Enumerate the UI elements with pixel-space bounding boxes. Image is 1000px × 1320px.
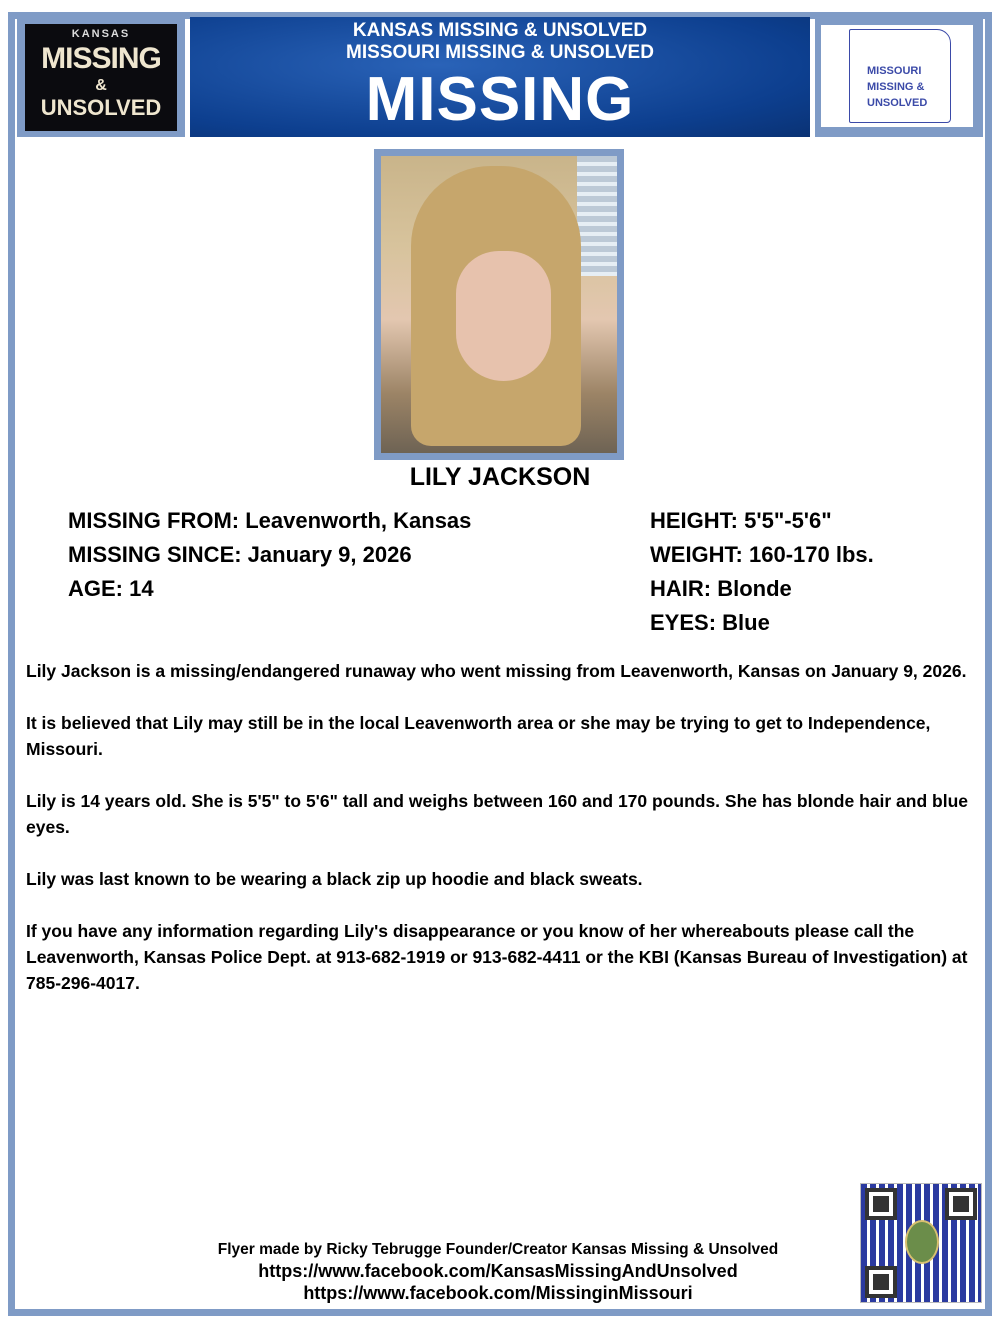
header-banner <box>190 17 810 137</box>
footer <box>150 1240 846 1304</box>
person-name: LILY JACKSON <box>409 463 591 491</box>
logo-text: & <box>95 77 107 94</box>
missing-since: MISSING SINCE: January 9, 2026 <box>68 542 412 567</box>
paragraph: Lily Jackson is a missing/endangered runaway who went missing from Leavenworth, Kansas on January 9, 2026. <box>26 661 967 681</box>
logo-text: MISSING & <box>867 81 925 93</box>
logo-text: MISSOURI <box>867 65 922 77</box>
height: HEIGHT: 5'5"-5'6" <box>650 508 832 533</box>
details-left <box>68 504 471 606</box>
missouri-logo-frame <box>815 17 983 137</box>
missing-person-photo <box>374 149 624 460</box>
banner-line-2: MISSOURI MISSING & UNSOLVED <box>346 42 654 63</box>
details-right <box>650 504 874 640</box>
missouri-missing-unsolved-logo <box>821 25 973 127</box>
qr-code[interactable] <box>860 1183 982 1303</box>
banner-line-1: KANSAS MISSING & UNSOLVED <box>352 20 648 41</box>
paragraph: Lily was last known to be wearing a black zip up hoodie and black sweats. <box>26 869 643 889</box>
paragraph: It is believed that Lily may still be in the local Leavenworth area or she may be trying to get to Independence, Missouri. <box>26 713 931 759</box>
kansas-logo-frame <box>17 17 185 137</box>
kansas-missing-unsolved-logo <box>25 24 177 131</box>
eyes: EYES: Blue <box>650 610 770 635</box>
paragraph: Lily is 14 years old. She is 5'5" to 5'6" tall and weighs between 160 and 170 pounds. She has blonde hair and blue eyes. <box>26 791 969 837</box>
paragraph: If you have any information regarding Lily's disappearance or you know of her whereabouts please call the Leavenworth, Kansas Police Dept. at 913-682-1919 or 913-682-4411 or the KBI (Kansas Bureau of Investigation) at 785-296-4017. <box>26 921 968 993</box>
logo-text: UNSOLVED <box>40 95 162 120</box>
logo-text: UNSOLVED <box>867 97 928 109</box>
logo-text: KANSAS <box>71 28 131 40</box>
missing-from: MISSING FROM: Leavenworth, Kansas <box>68 508 472 533</box>
weight: WEIGHT: 160-170 lbs. <box>650 542 874 567</box>
description <box>26 658 976 1022</box>
kansas-seal-icon <box>905 1220 939 1264</box>
facebook-link-missouri[interactable]: https://www.facebook.com/MissinginMissouri <box>303 1283 693 1303</box>
hair: HAIR: Blonde <box>650 576 792 601</box>
age: AGE: 14 <box>68 576 154 601</box>
logo-text: MISSING <box>41 42 161 75</box>
flyer-credit: Flyer made by Ricky Tebrugge Founder/Creator Kansas Missing & Unsolved <box>217 1241 779 1258</box>
banner-title: MISSING <box>365 65 635 134</box>
facebook-link-kansas[interactable]: https://www.facebook.com/KansasMissingAndUnsolved <box>258 1261 738 1281</box>
